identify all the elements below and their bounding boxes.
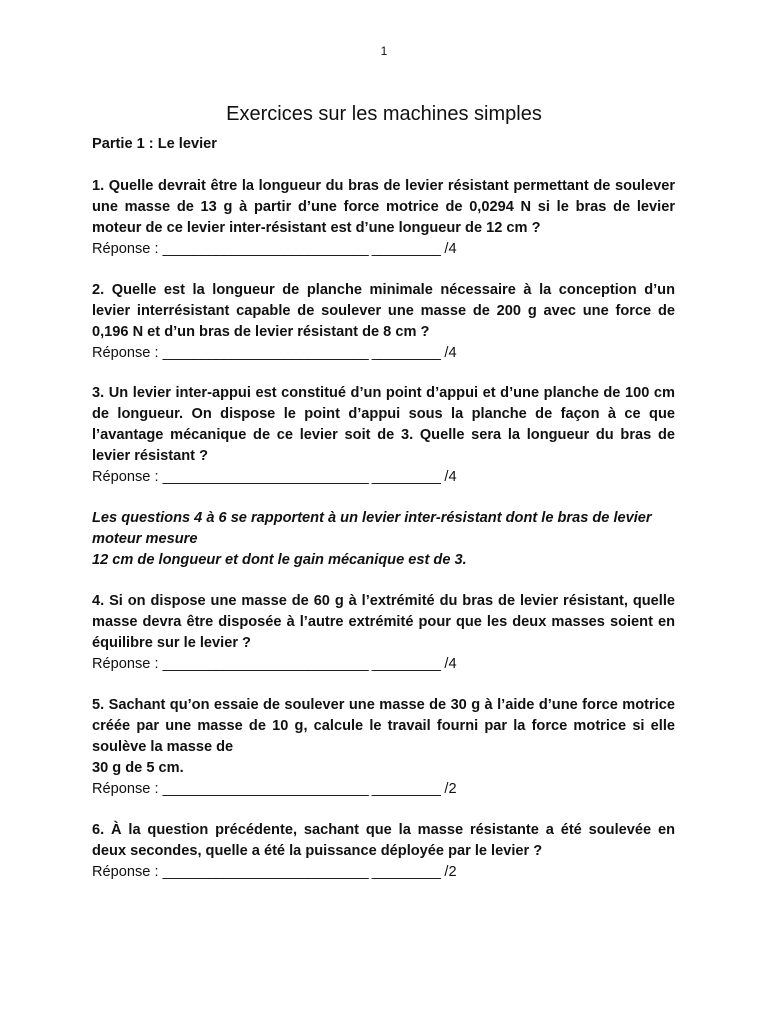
context-note <box>92 508 675 571</box>
question-4 <box>92 591 675 675</box>
question-1 <box>92 176 675 260</box>
question-3 <box>92 383 675 488</box>
points: /4 <box>444 656 457 672</box>
points: /2 <box>444 781 457 797</box>
section-title: Partie 1 : Le levier <box>92 136 217 152</box>
answer-blank[interactable]: ___________________________ _________ <box>162 656 441 672</box>
answer-blank[interactable]: ___________________________ _________ <box>162 781 441 797</box>
answer-blank[interactable]: ___________________________ _________ <box>162 345 441 361</box>
answer-label: Réponse : <box>92 864 159 880</box>
points: /2 <box>444 864 457 880</box>
points: /4 <box>444 241 457 257</box>
question-text: 6. À la question précédente, sachant que la masse résistante a été soulevée en deux secondes, quelle a été la puissance déployée par le levier ? <box>92 822 675 859</box>
question-6 <box>92 820 675 883</box>
points: /4 <box>444 469 457 485</box>
answer-row <box>92 779 675 800</box>
answer-label: Réponse : <box>92 345 159 361</box>
note-line-2: 12 cm de longueur et dont le gain mécanique est de 3. <box>92 552 467 568</box>
question-text: 5. Sachant qu’on essaie de soulever une masse de 30 g à l’aide d’une force motrice créée par une masse de 10 g, calcule le travail fourni par la force motrice si elle soulève la masse de <box>92 697 675 755</box>
note-line-1: Les questions 4 à 6 se rapportent à un levier inter-résistant dont le bras de levier moteur mesure <box>92 510 652 547</box>
question-5 <box>92 695 675 800</box>
question-text: 1. Quelle devrait être la longueur du bras de levier résistant permettant de soulever une masse de 13 g à partir d’une force motrice de 0,0294 N si le bras de levier moteur de ce levier inter-résistant est d’une longueur de 12 cm ? <box>92 178 675 236</box>
answer-row <box>92 343 675 364</box>
answer-label: Réponse : <box>92 469 159 485</box>
answer-label: Réponse : <box>92 656 159 672</box>
answer-row <box>92 239 675 260</box>
answer-blank[interactable]: ___________________________ _________ <box>162 469 441 485</box>
answer-blank[interactable]: ___________________________ _________ <box>162 241 441 257</box>
question-text: 4. Si on dispose une masse de 60 g à l’extrémité du bras de levier résistant, quelle masse devra être disposée à l’autre extrémité pour que les deux masses soient en équilibre sur le levier ? <box>92 593 675 651</box>
points: /4 <box>444 345 457 361</box>
question-text-continued: 30 g de 5 cm. <box>92 760 184 776</box>
answer-label: Réponse : <box>92 241 159 257</box>
answer-row <box>92 862 675 883</box>
question-text: 3. Un levier inter-appui est constitué d’un point d’appui et d’une planche de 100 cm de longueur. On dispose le point d’appui sous la planche de façon à ce que l’avantage mécanique de ce levier soit de 3. Quelle sera la longueur du bras de levier résistant ? <box>92 385 675 464</box>
question-2 <box>92 280 675 364</box>
answer-blank[interactable]: ___________________________ _________ <box>162 864 441 880</box>
answer-row <box>92 654 675 675</box>
answer-row <box>92 467 675 488</box>
question-text: 2. Quelle est la longueur de planche minimale nécessaire à la conception d’un levier interrésistant capable de soulever une masse de 200 g avec une force de 0,196 N et d’un bras de levier résistant de 8 cm ? <box>92 282 675 340</box>
page-number: 1 <box>380 44 388 58</box>
page-title: Exercices sur les machines simples <box>226 103 542 126</box>
answer-label: Réponse : <box>92 781 159 797</box>
